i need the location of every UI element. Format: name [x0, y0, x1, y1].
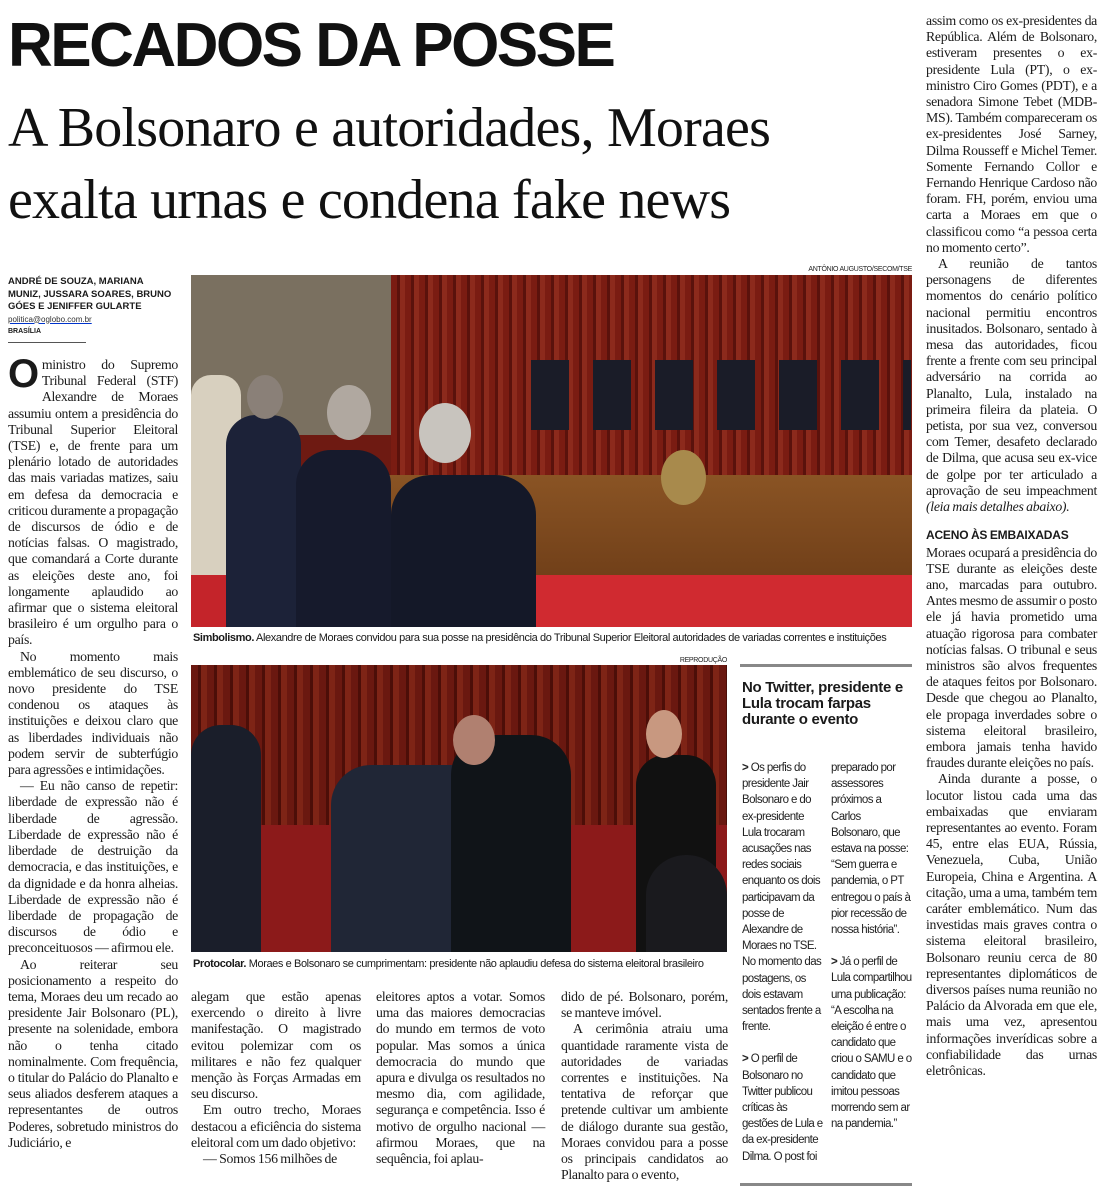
sidebar-body: [742, 760, 912, 1172]
photo-handshake: [191, 665, 727, 952]
photo1-caption: [193, 631, 886, 645]
article-column-5: [926, 13, 1097, 1079]
arrow-marker-icon: >: [742, 1053, 749, 1066]
sidebar-item: Já o perfil de Lula compartilhou uma publicação: “A escolha na eleição é entre o candidato que criou o SAMU e o candidato que imitou pessoas morrendo sem ar na pandemia.”: [831, 956, 912, 1131]
byline-divider: [8, 342, 86, 343]
paragraph: Em outro trecho, Moraes destacou a eficiência do sistema eleitoral com um dado objetivo:: [191, 1102, 361, 1150]
drop-cap: O: [8, 352, 39, 396]
sidebar-top-rule: [740, 664, 912, 667]
kicker: RECADOS DA POSSE: [8, 11, 614, 80]
paragraph: A cerimônia atraiu uma quantidade raramente vista de autoridades de variadas correntes e instituições. Na tentativa de reforçar que pretende cultivar um ambiente de diálogo durante sua gestão, Moraes convidou para a posse os principais candidatos ao Planalto para o evento,: [561, 1021, 728, 1183]
sidebar-item: Os perfis do presidente Jair Bolsonaro e do ex-presidente Lula trocaram acusações nas redes sociais enquanto os dois participavam da posse de Alexandre de Moraes no TSE. No momento das postagens, os dois estavam sentados frente a frente.: [742, 762, 822, 1034]
byline-city: BRASÍLIA: [8, 328, 42, 335]
article-column-3: [376, 989, 545, 1167]
sidebar-title: No Twitter, presidente e Lula trocam farpas durante o evento: [742, 679, 903, 728]
byline-email[interactable]: politica@oglobo.com.br: [8, 314, 92, 324]
sidebar-bottom-rule: [740, 1183, 912, 1186]
paragraph: No momento mais emblemático de seu discurso, o novo presidente do TSE condenou os ataques às instituições e deixou claro que as liberdades individuais não podem servir de subterfúgio para agressões e intimidações.: [8, 648, 178, 778]
paragraph: Moraes ocupará a presidência do TSE durante as eleições deste ano, marcadas para outubro. Antes mesmo de assumir o posto ele já havia prometido uma atuação rigorosa para combater notícias falsas. O tribunal e seus ministros são alvos frequentes de ataques feitos por Bolsonaro. Desde que chegou ao Planalto, ele propaga inverdades sobre o sistema eleitoral brasileiro, embora jamais tenha havido fraudes durante eleições no país.: [926, 544, 1097, 771]
paragraph: ministro do Supremo Tribunal Federal (STF) Alexandre de Moraes assumiu ontem a presidência do Tribunal Superior Eleitoral (TSE) e, de frente para um plenário lotado de autoridades das mais variadas matizes, saiu em defesa da democracia e criticou duramente a propagação de discursos de ódio e de notícias falsas. O magistrado, que comandará a Corte durante as eleições deste ano, foi longamente aplaudido ao afirmar que o sistema eleitoral brasileiro é um orgulho para o país.: [8, 357, 178, 648]
byline-authors: ANDRÉ DE SOUZA, MARIANA MUNIZ, JUSSARA SOARES, BRUNO GÓES E JENIFFER GULARTE: [8, 276, 172, 312]
photo-ceremony: [191, 275, 912, 627]
byline: [8, 276, 176, 339]
arrow-marker-icon: >: [742, 762, 749, 774]
paragraph: alegam que estão apenas exercendo o direito à livre manifestação. O magistrado evitou polemizar com os militares e não fez qualquer menção às Forças Armadas em seu discurso.: [191, 989, 361, 1102]
article-column-1: [8, 352, 178, 1151]
article-column-4: [561, 989, 728, 1183]
caption-lead: Protocolar.: [193, 958, 247, 970]
subheading: ACENO ÀS EMBAIXADAS: [926, 528, 1069, 543]
paragraph: dido de pé. Bolsonaro, porém, se manteve imóvel.: [561, 989, 728, 1021]
sidebar-item: O perfil de Bolsonaro no Twitter publicou críticas às gestões de Lula e da ex-presidente Dilma. O post foi preparado por assessores próximos a Carlos Bolsonaro, que estava na posse: “Sem guerra e pandemia, o PT entregou o país à pior recessão de nossa história”.: [742, 762, 911, 1163]
caption-lead: Simbolismo.: [193, 632, 254, 644]
paragraph: — Eu não canso de repetir: liberdade de expressão não é liberdade de agressão. Liberdade de expressão não é liberdade de destruição da democracia, e das instituições, e da dignidade e da honra alheias. Liberdade de expressão não é liberdade de propagação de discursos de ódio e preconceituosos — afirmou ele.: [8, 778, 178, 956]
headline: A Bolsonaro e autoridades, Moraes exalta urnas e condena fake news: [8, 97, 771, 231]
paragraph: Ainda durante a posse, o locutor listou cada uma das embaixadas que enviaram representantes ao evento. Foram 45, entre elas EUA, Rússia, Venezuela, Cuba, União Europeia, China e Argentina. A citação, uma a uma, também tem caráter emblemático. Num das investidas mais graves contra o sistema eleitoral brasileiro, Bolsonaro reuniu cerca de 80 representantes diplomáticos de diversos países numa reunião no Palácio da Alvorada em que ele, mais uma vez, apresentou informações inverídicas sobre a confiabilidade das urnas eletrônicas.: [926, 771, 1097, 1078]
cross-reference: (leia mais detalhes abaixo).: [926, 499, 1070, 515]
caption-text: Moraes e Bolsonaro se cumprimentam: presidente não aplaudiu defesa do sistema eleitoral brasileiro: [246, 958, 704, 970]
photo2-credit: REPRODUÇÃO: [679, 657, 727, 664]
article-column-2: [191, 989, 361, 1167]
paragraph: Ao reiterar seu posicionamento a respeito do tema, Moraes deu um recado ao presidente Jair Bolsonaro (PL), presente na solenidade, embora não o tenha citado nominalmente. Com frequência, o titular do Palácio do Planalto e seus aliados desferem ataques a representantes de outros Poderes, sobretudo ministros do Judiciário, e: [8, 956, 178, 1150]
paragraph: A reunião de tantos personagens de diferentes momentos do cenário político nacional permitiu encontros inusitados. Bolsonaro, sentado à mesa das autoridades, ficou frente a frente com seu principal adversário na corrida ao Planalto, Lula, instalado na primeira fileira da plateia. O petista, por sua vez, conversou com Temer, desafeto declarado de Dilma, que acusa seu ex-vice de golpe por ter articulado a aprovação de seu impeachment: [926, 256, 1097, 498]
photo2-caption: [193, 957, 704, 971]
caption-text: Alexandre de Moraes convidou para sua posse na presidência do Tribunal Superior Eleitoral autoridades de variadas correntes e instituições: [254, 632, 887, 644]
photo1-credit: ANTÔNIO AUGUSTO/SECOM/TSE: [808, 266, 912, 273]
paragraph: eleitores aptos a votar. Somos uma das maiores democracias do mundo em termos de voto popular. Mas somos a única democracia do mundo que apura e divulga os resultados no mesmo dia, com agilidade, segurança e competência. Isso é motivo de orgulho nacional — afirmou Moraes, que na sequência, foi aplau-: [376, 989, 545, 1167]
paragraph: assim como os ex-presidentes da República. Além de Bolsonaro, estiveram presentes o ex-presidente Lula (PT), o ex-ministro Ciro Gomes (PDT), e a senadora Simone Tebet (MDB-MS). Também compareceram os ex-presidentes José Sarney, Dilma Rousseff e Michel Temer. Somente Fernando Collor e Fernando Henrique Cardoso não foram. FH, porém, enviou uma carta a Moraes em que o classificou como “a pessoa certa no momento certo”.: [926, 13, 1097, 255]
arrow-marker-icon: >: [831, 956, 838, 969]
paragraph: — Somos 156 milhões de: [203, 1151, 337, 1167]
